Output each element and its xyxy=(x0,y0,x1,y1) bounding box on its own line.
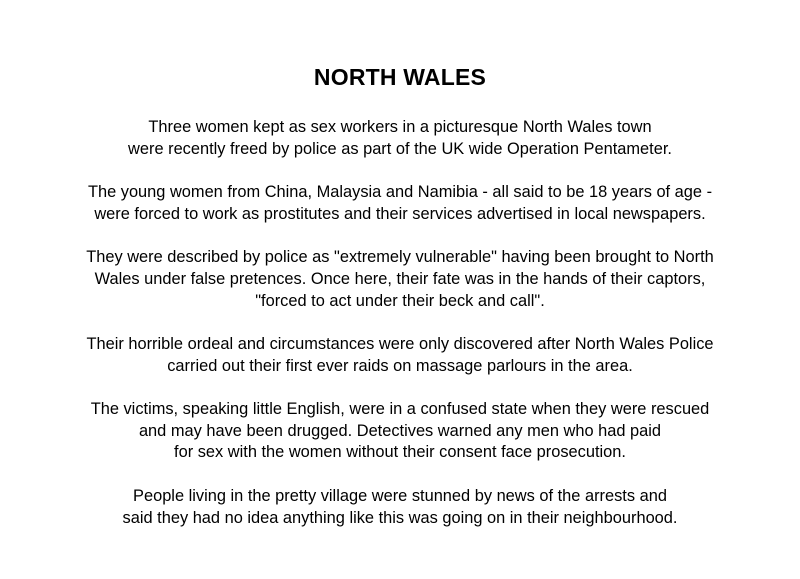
paragraph-line: "forced to act under their beck and call". xyxy=(255,291,545,310)
paragraph-line: said they had no idea anything like this was going on in their neighbourhood. xyxy=(122,508,678,527)
article-body xyxy=(0,117,800,551)
paragraph-line: The victims, speaking little English, were in a confused state when they were rescued xyxy=(90,400,710,419)
paragraph-4 xyxy=(0,334,800,377)
paragraph-line: were forced to work as prostitutes and their services advertised in local newspapers. xyxy=(94,204,706,223)
paragraph-line: The young women from China, Malaysia and Namibia - all said to be 18 years of age - xyxy=(87,183,713,202)
paragraph-line: Three women kept as sex workers in a picturesque North Wales town xyxy=(148,118,652,136)
paragraph-line: were recently freed by police as part of the UK wide Operation Pentameter. xyxy=(128,139,672,158)
paragraph-3 xyxy=(0,247,800,312)
paragraph-line: People living in the pretty village were stunned by news of the arrests and xyxy=(133,486,667,505)
paragraph-2 xyxy=(0,182,800,225)
paragraph-line: Their horrible ordeal and circumstances were only discovered after North Wales Police xyxy=(86,334,714,353)
paragraph-5 xyxy=(0,399,800,464)
paragraph-1 xyxy=(0,117,800,160)
paragraph-line: for sex with the women without their consent face prosecution. xyxy=(174,443,626,462)
paragraph-line: carried out their first ever raids on massage parlours in the area. xyxy=(167,356,633,375)
page-title: NORTH WALES xyxy=(313,64,487,90)
paragraph-line: They were described by police as "extremely vulnerable" having been brought to North xyxy=(86,248,714,267)
paragraph-line: and may have been drugged. Detectives warned any men who had paid xyxy=(138,421,662,440)
paragraph-line: Wales under false pretences. Once here, their fate was in the hands of their captors, xyxy=(94,269,706,288)
paragraph-6 xyxy=(0,486,800,529)
